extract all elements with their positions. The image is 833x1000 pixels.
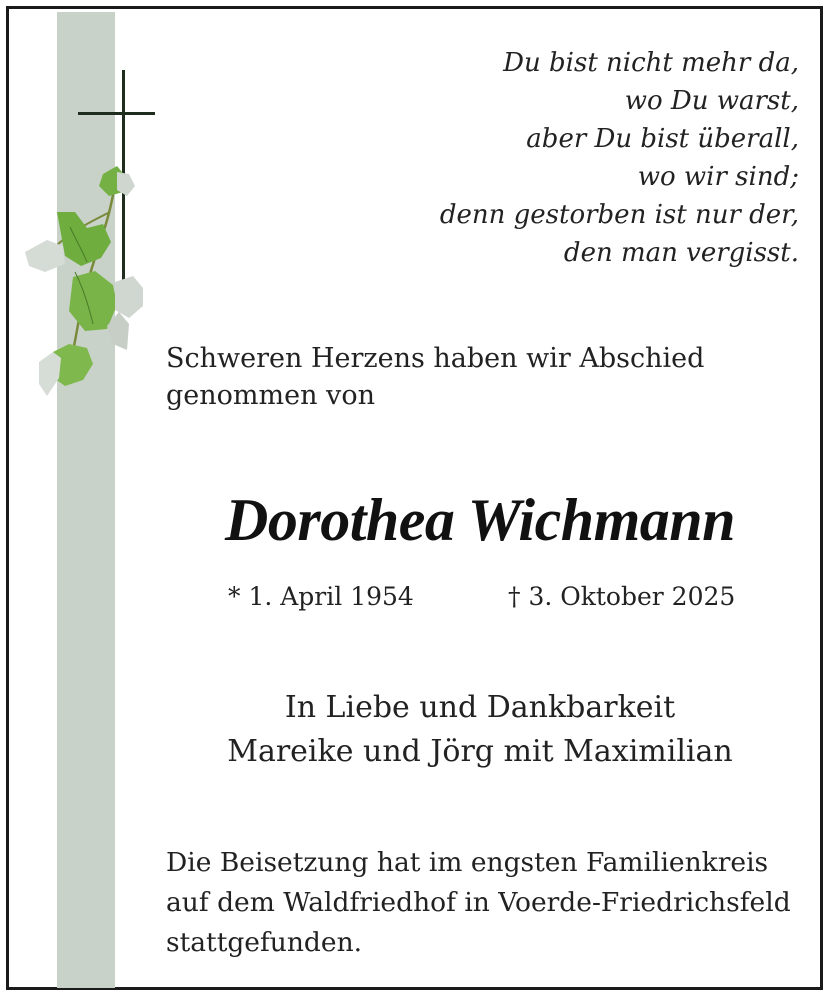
death-date: † 3. Oktober 2025 [508, 582, 736, 611]
notice-line: auf dem Waldfriedhof in Voerde-Friedrichsfeld [166, 887, 791, 918]
poem-line: den man vergisst. [563, 238, 799, 268]
family-line: In Liebe und Dankbarkeit [284, 690, 676, 725]
notice-line: Die Beisetzung hat im engsten Familienkreis [166, 847, 769, 878]
intro-line: Schweren Herzens haben wir Abschied [166, 343, 705, 374]
poem-line: Du bist nicht mehr da, [503, 48, 799, 78]
intro-text [166, 340, 786, 414]
family-signature [160, 686, 800, 774]
notice-line: stattgefunden. [166, 927, 363, 958]
poem-line: wo Du warst, [624, 86, 799, 116]
ivy-icon [25, 166, 143, 396]
poem-line: aber Du bist überall, [526, 124, 799, 154]
birth-date: * 1. April 1954 [228, 582, 414, 611]
burial-notice [166, 843, 798, 963]
poem-line: wo wir sind; [637, 162, 799, 192]
poem-line: denn gestorben ist nur der, [439, 200, 799, 230]
deceased-name: Dorothea Wichmann [225, 487, 735, 553]
ivy-cross-decoration [15, 62, 155, 407]
family-line: Mareike und Jörg mit Maximilian [227, 734, 733, 769]
poem [379, 44, 799, 272]
intro-line: genommen von [166, 380, 375, 411]
